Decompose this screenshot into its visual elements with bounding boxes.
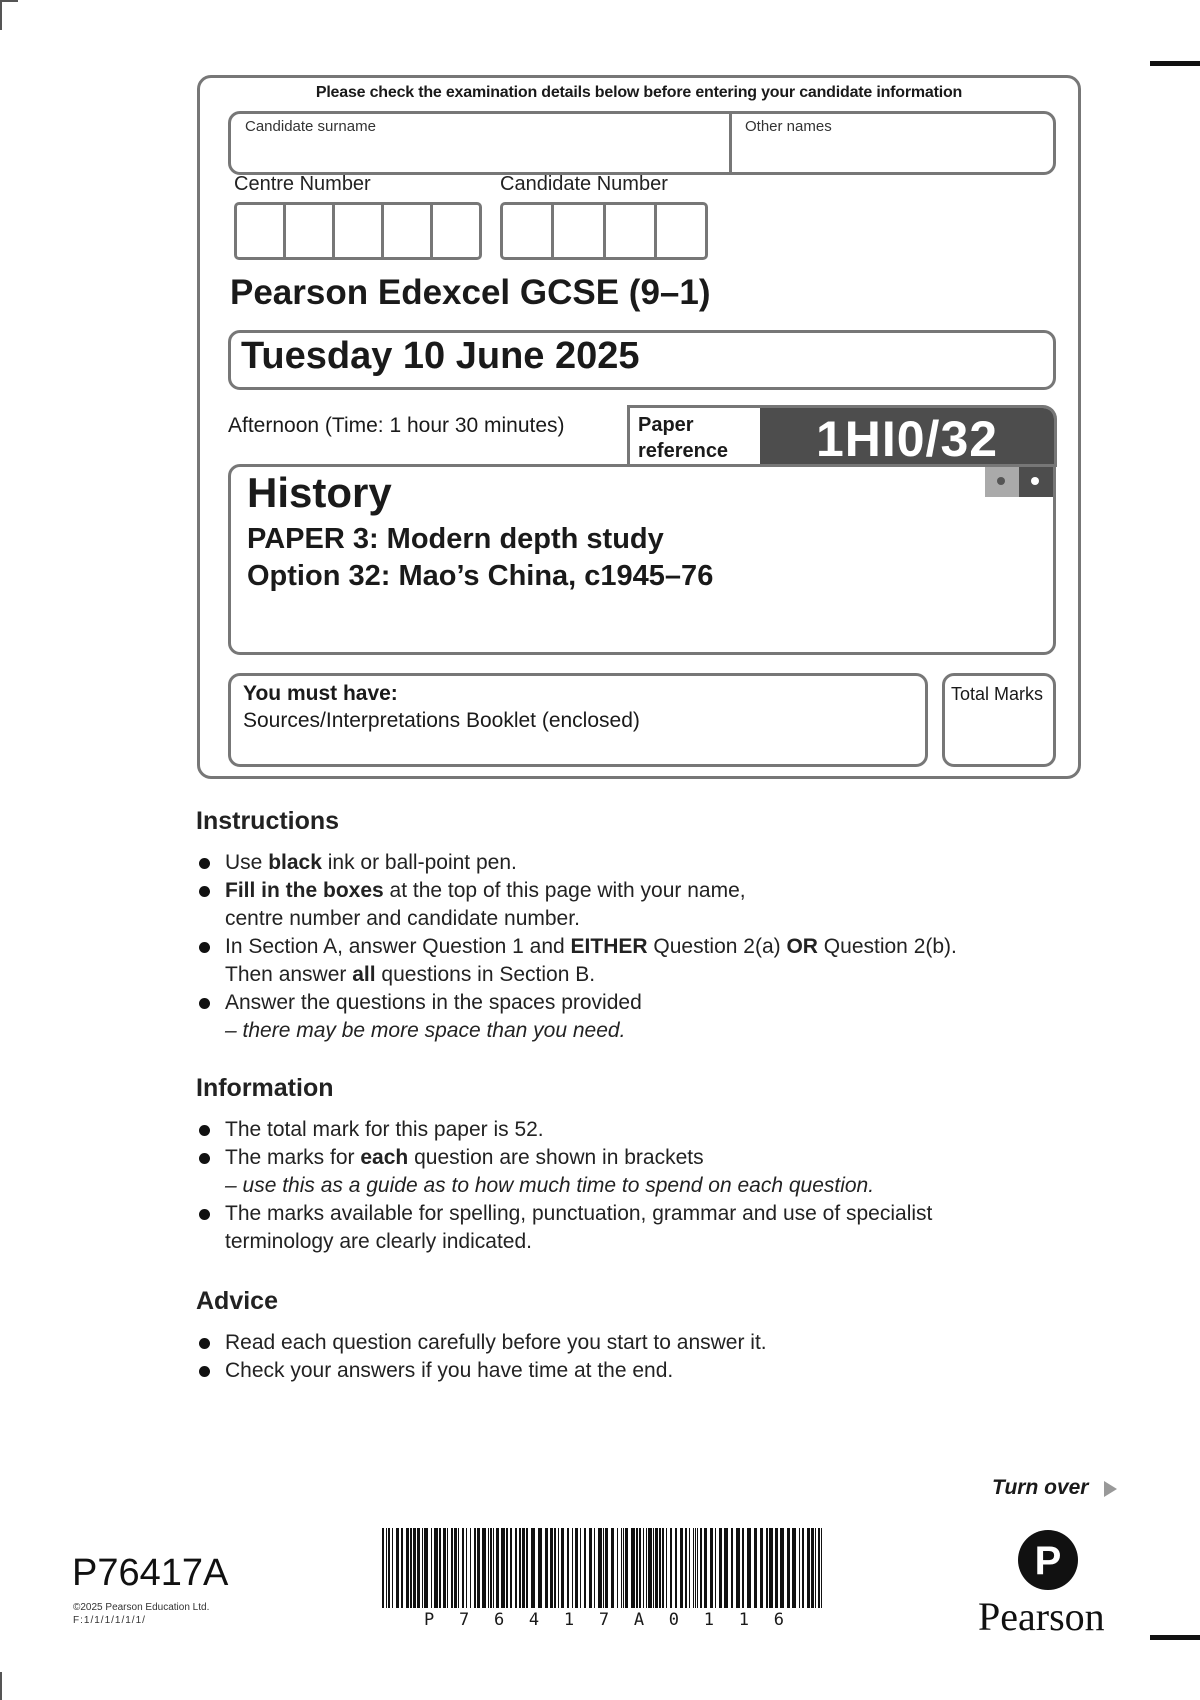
paper-reference-code-panel xyxy=(760,408,1054,467)
barcode-bar xyxy=(422,1528,423,1608)
barcode-bar xyxy=(815,1528,816,1608)
barcode-bar xyxy=(704,1528,707,1608)
barcode-bar xyxy=(447,1528,448,1608)
barcode-bar xyxy=(515,1528,517,1608)
barcode-bar xyxy=(710,1528,713,1608)
barcode-bar xyxy=(621,1528,622,1608)
barcode-bar xyxy=(662,1528,664,1608)
advice-list xyxy=(196,1329,767,1385)
paper-code: P76417A xyxy=(72,1552,229,1594)
exam-session: Afternoon (Time: 1 hour 30 minutes) xyxy=(228,414,565,437)
barcode-bar xyxy=(802,1528,804,1608)
barcode-digit: 7 xyxy=(598,1610,610,1630)
barcode-digit: 0 xyxy=(668,1610,680,1630)
barcode-bar xyxy=(603,1528,604,1608)
barcode-icon xyxy=(382,1528,822,1608)
barcode-bar xyxy=(392,1528,393,1608)
play-arrow-icon xyxy=(1104,1481,1117,1497)
barcode-bar xyxy=(648,1528,652,1608)
edge-mark-top-right xyxy=(1150,61,1200,66)
barcode-bar xyxy=(775,1528,778,1608)
option-title: Option 32: Mao’s China, c1945–76 xyxy=(247,560,714,592)
candidate-digit-box[interactable] xyxy=(554,205,605,257)
barcode-bar xyxy=(406,1528,409,1608)
barcode-bar xyxy=(689,1528,690,1608)
barcode-bar xyxy=(715,1528,716,1608)
barcode-bar xyxy=(538,1528,542,1608)
barcode-bar xyxy=(598,1528,602,1608)
list-item: Check your answers if you have time at the end. xyxy=(196,1357,767,1385)
list-item: In Section A, answer Question 1 and EITHER Question 2(a) OR Question 2(b). Then answer all questions in Section B. xyxy=(196,933,957,989)
barcode-bar xyxy=(799,1528,800,1608)
barcode-bar xyxy=(747,1528,751,1608)
candidate-info-frame xyxy=(197,75,1081,779)
barcode-digits xyxy=(424,1610,784,1630)
total-marks-label: Total Marks xyxy=(951,684,1044,704)
total-marks-box[interactable] xyxy=(942,673,1056,767)
barcode-bar xyxy=(443,1528,446,1608)
barcode-bar xyxy=(643,1528,644,1608)
barcode-bar xyxy=(821,1528,822,1608)
list-item: Read each question carefully before you start to answer it. xyxy=(196,1329,767,1357)
barcode-bar xyxy=(567,1528,569,1608)
barcode-bar xyxy=(572,1528,573,1608)
dot-icon xyxy=(1031,477,1039,485)
barcode-bar xyxy=(623,1528,624,1608)
barcode-bar xyxy=(670,1528,672,1608)
barcode-bar xyxy=(625,1528,628,1608)
barcode-bar xyxy=(522,1528,525,1608)
barcode-bar xyxy=(605,1528,608,1608)
barcode-bar xyxy=(611,1528,614,1608)
barcode-bar xyxy=(697,1528,698,1608)
barcode-bar xyxy=(561,1528,564,1608)
barcode-bar xyxy=(510,1528,512,1608)
barcode-bar xyxy=(807,1528,810,1608)
information-heading: Information xyxy=(196,1074,334,1102)
barcode-bar xyxy=(736,1528,740,1608)
barcode-digit: 7 xyxy=(458,1610,470,1630)
crop-mark-top-left-h xyxy=(0,0,18,2)
check-details-note: Please check the examination details below before entering your candidate information xyxy=(315,84,963,101)
barcode-bar xyxy=(693,1528,694,1608)
barcode-bar xyxy=(493,1528,494,1608)
exam-date: Tuesday 10 June 2025 xyxy=(241,335,640,377)
barcode-bar xyxy=(760,1528,763,1608)
barcode-bar xyxy=(550,1528,553,1608)
barcode-bar xyxy=(424,1528,428,1608)
must-have-label: You must have: xyxy=(243,682,398,705)
barcode-digit: 6 xyxy=(493,1610,505,1630)
barcode-bar xyxy=(580,1528,581,1608)
barcode-bar xyxy=(685,1528,687,1608)
barcode-bar xyxy=(482,1528,486,1608)
barcode-bar xyxy=(488,1528,489,1608)
dot-icon xyxy=(997,477,1005,485)
barcode-bar xyxy=(818,1528,820,1608)
barcode-bar xyxy=(554,1528,556,1608)
barcode-digit: 4 xyxy=(528,1610,540,1630)
barcode-digit: 6 xyxy=(773,1610,784,1630)
barcode-bar xyxy=(413,1528,416,1608)
subject-box xyxy=(228,464,1056,655)
barcode-bar xyxy=(659,1528,661,1608)
barcode-bar xyxy=(811,1528,814,1608)
subject-name: History xyxy=(247,469,392,516)
barcode-bar xyxy=(646,1528,647,1608)
paper-reference-box xyxy=(627,405,1057,467)
centre-digit-box[interactable] xyxy=(384,205,433,257)
barcode-bar xyxy=(742,1528,744,1608)
turn-over-text: Turn over xyxy=(992,1476,1089,1499)
list-item: Fill in the boxes at the top of this page with your name, centre number and candidate number. xyxy=(196,877,957,933)
barcode-bar xyxy=(401,1528,403,1608)
barcode-bar xyxy=(724,1528,728,1608)
barcode-bar xyxy=(653,1528,654,1608)
barcode-bar xyxy=(462,1528,464,1608)
copyright-text: ©2025 Pearson Education Ltd. xyxy=(73,1602,210,1613)
barcode-bar xyxy=(631,1528,635,1608)
barcode-bar xyxy=(470,1528,471,1608)
barcode-bar xyxy=(558,1528,559,1608)
barcode-bar xyxy=(477,1528,480,1608)
must-have-box xyxy=(228,673,928,767)
barcode-bar xyxy=(719,1528,722,1608)
barcode-bar xyxy=(655,1528,658,1608)
candidate-number-boxes[interactable] xyxy=(500,202,708,260)
barcode-digit: 1 xyxy=(738,1610,749,1630)
barcode-bar xyxy=(695,1528,696,1608)
list-item: The total mark for this paper is 52. xyxy=(196,1116,932,1144)
name-fields-box xyxy=(228,111,1056,175)
barcode-bar xyxy=(545,1528,548,1608)
barcode-bar xyxy=(731,1528,733,1608)
barcode-bar xyxy=(700,1528,702,1608)
centre-digit-box[interactable] xyxy=(433,205,479,257)
barcode-bar xyxy=(417,1528,420,1608)
list-item: The marks for each question are shown in brackets – use this as a guide as to how much time to spend on each question. xyxy=(196,1144,932,1200)
barcode-bar xyxy=(636,1528,638,1608)
barcode-digit: P xyxy=(424,1610,435,1630)
qualification-title: Pearson Edexcel GCSE (9–1) xyxy=(230,273,711,312)
pearson-logo-icon xyxy=(1018,1530,1078,1590)
barcode-bar xyxy=(388,1528,390,1608)
barcode-bar xyxy=(506,1528,508,1608)
barcode-bar xyxy=(439,1528,441,1608)
advice-heading: Advice xyxy=(196,1287,278,1315)
date-box xyxy=(228,330,1056,390)
paper-title: PAPER 3: Modern depth study xyxy=(247,523,664,555)
barcode-bar xyxy=(396,1528,399,1608)
instructions-list xyxy=(196,849,957,1045)
barcode-bar xyxy=(589,1528,592,1608)
barcode-bar xyxy=(466,1528,467,1608)
barcode-bar xyxy=(474,1528,476,1608)
list-item: Use black ink or ball-point pen. xyxy=(196,849,957,877)
barcode-bar xyxy=(454,1528,457,1608)
barcode-bar xyxy=(675,1528,677,1608)
svg-text:P: P xyxy=(1034,1539,1062,1583)
edge-mark-bottom-right xyxy=(1150,1635,1200,1640)
other-names-label: Other names xyxy=(745,118,832,135)
instructions-heading: Instructions xyxy=(196,807,340,835)
other-names-field[interactable] xyxy=(732,114,1053,172)
list-item: Answer the questions in the spaces provided – there may be more space than you need. xyxy=(196,989,957,1045)
crop-mark-bottom-left-v xyxy=(0,1672,2,1700)
barcode-digit: A xyxy=(633,1610,645,1630)
barcode-bar xyxy=(754,1528,757,1608)
barcode-bar xyxy=(680,1528,683,1608)
barcode-bar xyxy=(531,1528,535,1608)
barcode-digit: 1 xyxy=(703,1610,714,1630)
barcode-bar xyxy=(787,1528,790,1608)
centre-digit-box[interactable] xyxy=(237,205,286,257)
candidate-digit-box[interactable] xyxy=(606,205,657,257)
orientation-dots xyxy=(985,467,1053,497)
paper-reference-label: Paper reference xyxy=(638,414,729,462)
candidate-number-label: Candidate Number xyxy=(500,173,668,195)
centre-number-boxes[interactable] xyxy=(234,202,482,260)
barcode-bar xyxy=(431,1528,432,1608)
centre-digit-box[interactable] xyxy=(286,205,335,257)
barcode-bar xyxy=(501,1528,505,1608)
barcode-bar xyxy=(769,1528,773,1608)
candidate-surname-label: Candidate surname xyxy=(245,118,376,135)
barcode-bar xyxy=(526,1528,528,1608)
barcode-bar xyxy=(594,1528,595,1608)
barcode-bar xyxy=(496,1528,499,1608)
information-list xyxy=(196,1116,932,1256)
barcode-bar xyxy=(575,1528,578,1608)
crop-mark-top-left-v xyxy=(0,0,2,30)
candidate-digit-box[interactable] xyxy=(657,205,705,257)
barcode-bar xyxy=(780,1528,784,1608)
list-item: The marks available for spelling, punctuation, grammar and use of specialist terminology are clearly indicated. xyxy=(196,1200,932,1256)
barcode-bar xyxy=(519,1528,521,1608)
candidate-surname-field[interactable] xyxy=(231,114,732,172)
paper-reference-code: 1HI0/32 xyxy=(815,411,999,467)
barcode-bar xyxy=(451,1528,453,1608)
barcode-bar xyxy=(434,1528,438,1608)
barcode-bar xyxy=(792,1528,796,1608)
barcode-bar xyxy=(766,1528,768,1608)
must-have-item: Sources/Interpretations Booklet (enclosed) xyxy=(243,709,640,732)
barcode-bar xyxy=(490,1528,492,1608)
barcode-bar xyxy=(458,1528,459,1608)
barcode-bar xyxy=(410,1528,412,1608)
barcode-bar xyxy=(584,1528,586,1608)
candidate-digit-box[interactable] xyxy=(503,205,554,257)
barcode-digit: 1 xyxy=(563,1610,575,1630)
edition-text: F:1/1/1/1/1/1/ xyxy=(73,1615,146,1626)
barcode-bar xyxy=(639,1528,641,1608)
barcode-bar xyxy=(617,1528,618,1608)
barcode-bar xyxy=(382,1528,384,1608)
centre-digit-box[interactable] xyxy=(335,205,384,257)
barcode-bar xyxy=(386,1528,387,1608)
pearson-wordmark: Pearson xyxy=(978,1594,1105,1639)
centre-number-label: Centre Number xyxy=(234,173,371,195)
barcode-bar xyxy=(666,1528,667,1608)
